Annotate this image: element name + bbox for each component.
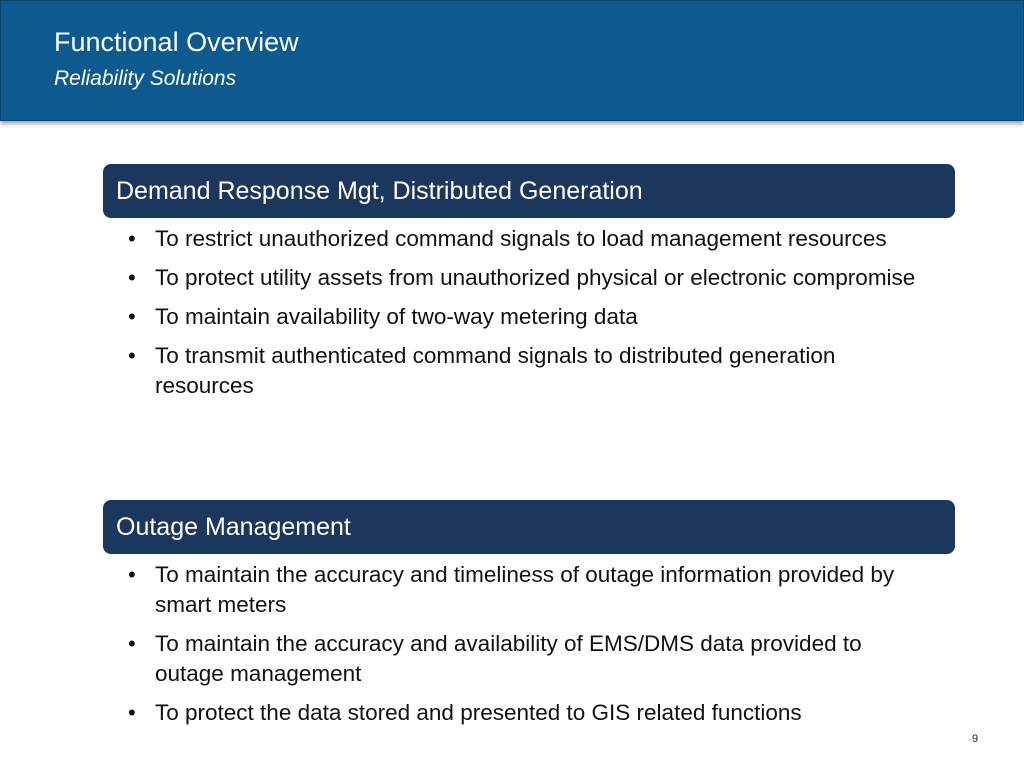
page-number: 9 bbox=[971, 733, 979, 745]
bullet-icon: • bbox=[128, 226, 136, 251]
list-item bbox=[128, 263, 918, 293]
list-item bbox=[128, 224, 918, 254]
list-item bbox=[128, 629, 918, 689]
list-item bbox=[128, 698, 918, 728]
slide-title: Functional Overview bbox=[54, 27, 299, 57]
demand-response-bullet-list bbox=[128, 224, 918, 410]
bullet-text: To maintain availability of two-way metering data bbox=[155, 304, 638, 329]
slide-subtitle: Reliability Solutions bbox=[54, 67, 237, 90]
bullet-text: To maintain the accuracy and timeliness of outage information provided by smart meters bbox=[155, 562, 895, 617]
bullet-text: To transmit authenticated command signals to distributed generation resources bbox=[155, 343, 836, 398]
list-item bbox=[128, 560, 918, 620]
bullet-icon: • bbox=[128, 631, 136, 656]
bullet-text: To protect utility assets from unauthorized physical or electronic compromise bbox=[155, 265, 916, 290]
slide-header bbox=[0, 0, 1024, 121]
section-heading-demand-response: Demand Response Mgt, Distributed Generation bbox=[103, 164, 955, 218]
bullet-icon: • bbox=[128, 343, 136, 368]
bullet-icon: • bbox=[128, 304, 136, 329]
bullet-icon: • bbox=[128, 700, 136, 725]
bullet-icon: • bbox=[128, 265, 136, 290]
section-heading-outage-management: Outage Management bbox=[103, 500, 955, 554]
outage-management-bullet-list bbox=[128, 560, 918, 737]
bullet-text: To protect the data stored and presented to GIS related functions bbox=[155, 700, 802, 725]
bullet-text: To restrict unauthorized command signals to load management resources bbox=[155, 226, 887, 251]
list-item bbox=[128, 302, 918, 332]
bullet-text: To maintain the accuracy and availability of EMS/DMS data provided to outage management bbox=[155, 631, 862, 686]
list-item bbox=[128, 341, 918, 401]
bullet-icon: • bbox=[128, 562, 136, 587]
